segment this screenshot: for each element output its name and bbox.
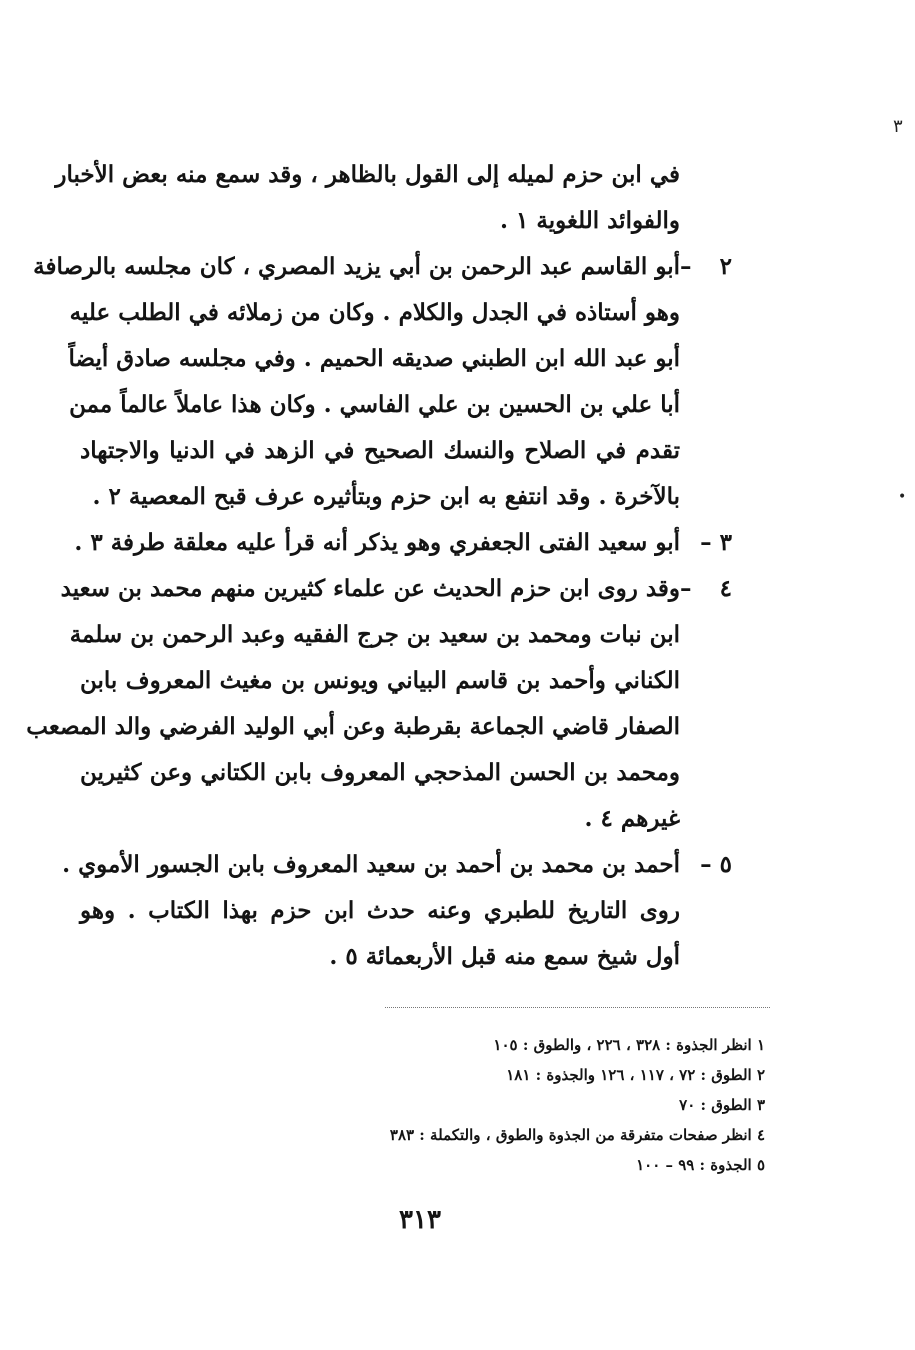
- entry-number: ٤ –: [680, 575, 732, 602]
- footnote: ٣ الطوق : ٧٠: [679, 1096, 765, 1114]
- entry-line: وهو أستاذه في الجدل والكلام . وكان من زملائه في الطلب عليه: [69, 299, 680, 326]
- entry-number: ٣ –: [700, 529, 732, 556]
- entry-line: ٤ – وقد روى ابن حزم الحديث عن علماء كثيرين منهم محمد بن سعيد: [80, 566, 680, 612]
- footnote: ٢ الطوق : ٧٢ ، ١١٧ ، ١٢٦ والجذوة : ١٨١: [506, 1066, 765, 1084]
- entry-line: ومحمد بن الحسن المذحجي المعروف بابن الكتاني وعن كثيرين: [80, 759, 680, 786]
- entry-line: الكناني وأحمد بن قاسم البياني ويونس بن مغيث المعروف بابن: [80, 667, 680, 694]
- entry-line: أبو عبد الله ابن الطبني صديقه الحميم . وفي مجلسه صادق أيضاً: [68, 345, 680, 372]
- intro-line: في ابن حزم لميله إلى القول بالظاهر ، وقد سمع منه بعض الأخبار: [55, 161, 680, 188]
- entry-line: تقدم في الصلاح والنسك الصحيح في الزهد في الدنيا والاجتهاد: [80, 437, 680, 464]
- entry-line: غيرهم ٤ .: [584, 805, 680, 832]
- entry-line: بالآخرة . وقد انتفع به ابن حزم وبتأثيره عرف قبح المعصية ٢ .: [92, 483, 680, 510]
- footnote: ٥ الجذوة : ٩٩ – ١٠٠: [636, 1156, 765, 1174]
- entry-line: أبا علي بن الحسين بن علي الفاسي . وكان هذا عاملاً عالماً ممن: [69, 391, 680, 418]
- margin-dot: •: [898, 489, 907, 505]
- footnote-divider: [385, 1007, 770, 1008]
- entry-line: أول شيخ سمع منه قبل الأربعمائة ٥ .: [329, 943, 680, 970]
- entry-line: ٣ – أبو سعيد الفتى الجعفري وهو يذكر أنه قرأ عليه معلقة طرفة ٣ .: [80, 520, 680, 566]
- entry-line: ٥ – أحمد بن محمد بن أحمد بن سعيد المعروف بابن الجسور الأموي .: [80, 842, 680, 888]
- entry-number: ٥ –: [700, 851, 732, 878]
- entry-line: ٢ – أبو القاسم عبد الرحمن بن أبي يزيد المصري ، كان مجلسه بالرصافة: [80, 244, 680, 290]
- entry-number: ٢ –: [680, 253, 732, 280]
- entry-line: الصفار قاضي الجماعة بقرطبة وعن أبي الوليد الفرضي والد المصعب: [26, 713, 680, 740]
- footnotes: [300, 1030, 765, 1180]
- footnote: ١ انظر الجذوة : ٣٢٨ ، ٢٢٦ ، والطوق : ١٠٥: [493, 1036, 765, 1054]
- entry-line: روى التاريخ للطبري وعنه حدث ابن حزم بهذا الكتاب . وهو: [80, 897, 680, 924]
- margin-mark: ٣: [893, 116, 903, 137]
- entry-line: ابن نبات ومحمد بن سعيد بن جرج الفقيه وعبد الرحمن بن سلمة: [69, 621, 680, 648]
- footnote: ٤ انظر صفحات متفرقة من الجذوة والطوق ، والتكملة : ٣٨٣: [389, 1126, 765, 1144]
- main-text: [26, 152, 732, 980]
- intro-line: والفوائد اللغوية ١ .: [500, 207, 680, 234]
- page-number: ٣١٣: [399, 1205, 441, 1235]
